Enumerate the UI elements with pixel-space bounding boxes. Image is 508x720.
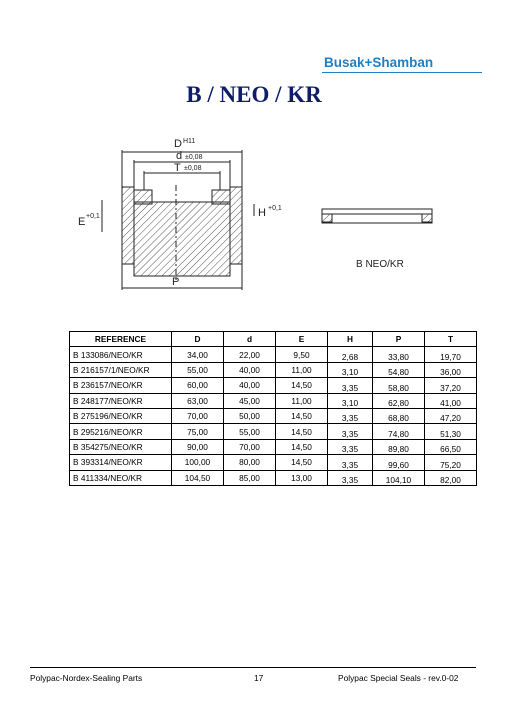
table-cell-e: 9,50 bbox=[276, 347, 328, 362]
table-cell-p: 58,80 bbox=[373, 378, 425, 393]
table-header-reference: REFERENCE bbox=[70, 332, 172, 347]
table-cell-p: 62,80 bbox=[373, 393, 425, 408]
table-cell-d: 60,00 bbox=[172, 378, 224, 393]
seal-section-outline bbox=[322, 209, 432, 223]
brand-logo-underline bbox=[322, 72, 482, 73]
table-row bbox=[70, 424, 477, 439]
table-cell-d: 55,00 bbox=[224, 424, 276, 439]
table-cell-d: 55,00 bbox=[172, 362, 224, 377]
table-cell-reference: B 393314/NEO/KR bbox=[70, 455, 172, 470]
table-cell-d: 45,00 bbox=[224, 393, 276, 408]
piston-section bbox=[134, 202, 230, 276]
table-cell-d: 100,00 bbox=[172, 455, 224, 470]
table-cell-t: 82,00 bbox=[425, 470, 477, 485]
table-row bbox=[70, 347, 477, 362]
table-cell-d: 85,00 bbox=[224, 470, 276, 485]
table-cell-p: 33,80 bbox=[373, 347, 425, 362]
label-E-tol: +0,1 bbox=[86, 213, 100, 220]
table-cell-e: 14,50 bbox=[276, 439, 328, 454]
table-row bbox=[70, 378, 477, 393]
technical-drawing bbox=[60, 130, 450, 305]
housing-left bbox=[122, 187, 134, 264]
page-title: B / NEO / KR bbox=[186, 82, 322, 107]
table-cell-e: 13,00 bbox=[276, 470, 328, 485]
seal-right bbox=[212, 190, 230, 204]
table-cell-d: 34,00 bbox=[172, 347, 224, 362]
footer-left: Polypac-Nordex-Sealing Parts bbox=[30, 673, 143, 683]
brand-logo bbox=[318, 44, 478, 80]
table-cell-d: 70,00 bbox=[224, 439, 276, 454]
table-cell-reference: B 236157/NEO/KR bbox=[70, 378, 172, 393]
table-cell-h: 3,35 bbox=[328, 378, 373, 393]
label-E: E bbox=[78, 216, 86, 228]
table-row bbox=[70, 470, 477, 485]
label-H11: H11 bbox=[183, 138, 196, 145]
table-cell-d: 104,50 bbox=[172, 470, 224, 485]
label-d: d bbox=[176, 150, 183, 162]
seal-left bbox=[134, 190, 152, 204]
table-cell-d: 50,00 bbox=[224, 408, 276, 423]
table-cell-e: 11,00 bbox=[276, 393, 328, 408]
table-header-e: E bbox=[276, 332, 328, 347]
table-row bbox=[70, 393, 477, 408]
table-cell-d: 90,00 bbox=[172, 439, 224, 454]
table-cell-t: 36,00 bbox=[425, 362, 477, 377]
table-cell-d: 40,00 bbox=[224, 378, 276, 393]
table-cell-d: 75,00 bbox=[172, 424, 224, 439]
table-cell-h: 3,35 bbox=[328, 455, 373, 470]
table-cell-e: 14,50 bbox=[276, 424, 328, 439]
label-T-tol: ±0,08 bbox=[184, 165, 202, 172]
table-cell-d: 80,00 bbox=[224, 455, 276, 470]
table-cell-h: 3,35 bbox=[328, 408, 373, 423]
table-cell-p: 74,80 bbox=[373, 424, 425, 439]
table-cell-p: 54,80 bbox=[373, 362, 425, 377]
table-header-h: H bbox=[328, 332, 373, 347]
footer-right: Polypac Special Seals - rev.0-02 bbox=[338, 673, 459, 683]
table-header-p: P bbox=[373, 332, 425, 347]
table-cell-t: 51,30 bbox=[425, 424, 477, 439]
table-header-t: T bbox=[425, 332, 477, 347]
table-cell-t: 41,00 bbox=[425, 393, 477, 408]
table-cell-d: 70,00 bbox=[172, 408, 224, 423]
seal-section-label: B NEO/KR bbox=[356, 259, 404, 270]
table-cell-t: 37,20 bbox=[425, 378, 477, 393]
table-row bbox=[70, 408, 477, 423]
table-cell-t: 66,50 bbox=[425, 439, 477, 454]
table-cell-h: 3,10 bbox=[328, 362, 373, 377]
table-cell-h: 3,10 bbox=[328, 393, 373, 408]
table-cell-d: 40,00 bbox=[224, 362, 276, 377]
table-cell-t: 47,20 bbox=[425, 408, 477, 423]
table-cell-p: 68,80 bbox=[373, 408, 425, 423]
label-T: T bbox=[174, 162, 181, 174]
brand-logo-text: Busak+Shamban bbox=[324, 55, 434, 70]
table-cell-reference: B 295216/NEO/KR bbox=[70, 424, 172, 439]
table-cell-reference: B 275196/NEO/KR bbox=[70, 408, 172, 423]
table-cell-d: 63,00 bbox=[172, 393, 224, 408]
label-P: P bbox=[172, 276, 180, 288]
table-cell-d: 22,00 bbox=[224, 347, 276, 362]
table-cell-reference: B 216157/1/NEO/KR bbox=[70, 362, 172, 377]
table-cell-reference: B 133086/NEO/KR bbox=[70, 347, 172, 362]
housing-right bbox=[230, 187, 242, 264]
seal-section-right bbox=[422, 214, 432, 222]
table-cell-reference: B 411334/NEO/KR bbox=[70, 470, 172, 485]
table-row bbox=[70, 362, 477, 377]
table-header-d: D bbox=[172, 332, 224, 347]
table-row bbox=[70, 455, 477, 470]
label-D: D bbox=[174, 138, 182, 150]
table-cell-h: 3,35 bbox=[328, 424, 373, 439]
seal-section-left bbox=[322, 214, 332, 222]
table-cell-e: 11,00 bbox=[276, 362, 328, 377]
table-cell-reference: B 354275/NEO/KR bbox=[70, 439, 172, 454]
label-H-tol: +0,1 bbox=[268, 205, 282, 212]
table-cell-reference: B 248177/NEO/KR bbox=[70, 393, 172, 408]
footer-page-number: 17 bbox=[254, 673, 264, 683]
table-cell-t: 75,20 bbox=[425, 455, 477, 470]
table-cell-h: 3,35 bbox=[328, 470, 373, 485]
table-cell-e: 14,50 bbox=[276, 378, 328, 393]
table-cell-p: 99,60 bbox=[373, 455, 425, 470]
table-cell-p: 104,10 bbox=[373, 470, 425, 485]
table-row bbox=[70, 439, 477, 454]
table-cell-e: 14,50 bbox=[276, 455, 328, 470]
table-cell-h: 2,68 bbox=[328, 347, 373, 362]
table-cell-e: 14,50 bbox=[276, 408, 328, 423]
label-H: H bbox=[258, 207, 266, 219]
label-d-tol: ±0,08 bbox=[185, 154, 203, 161]
footer-divider bbox=[30, 667, 476, 668]
table-header-d: d bbox=[224, 332, 276, 347]
dimensions-table bbox=[69, 331, 477, 486]
table-cell-t: 19,70 bbox=[425, 347, 477, 362]
table-cell-h: 3,35 bbox=[328, 439, 373, 454]
table-cell-p: 89,80 bbox=[373, 439, 425, 454]
table-header-row bbox=[70, 332, 477, 347]
